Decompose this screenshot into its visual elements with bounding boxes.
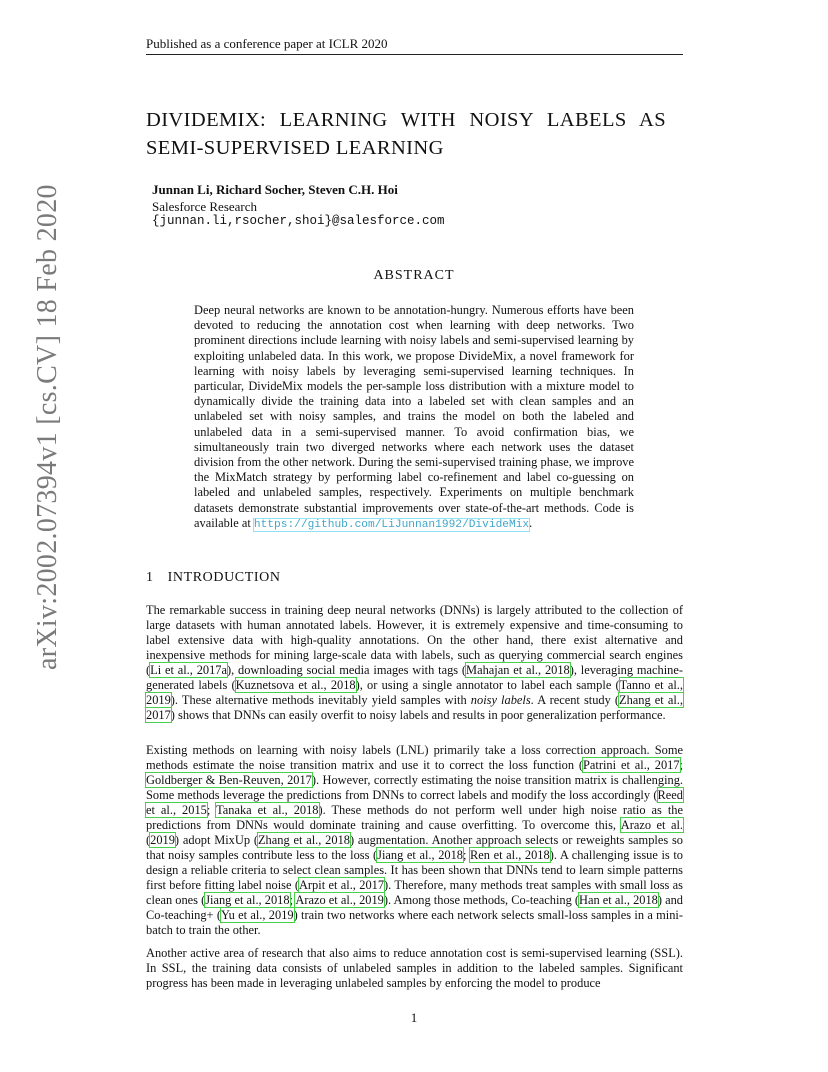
- citation-link[interactable]: Goldberger & Ben-Reuven, 2017: [146, 773, 312, 787]
- abstract-text: Deep neural networks are known to be annotation-hungry. Numerous efforts have been devoted to reducing the annotation cost when learning with deep networks. Two prominent directions include learning with noisy labels and semi-supervised learning by exploiting unlabeled data. In this work, we propose DivideMix, a novel framework for learning with noisy labels by leveraging semi-supervised learning techniques. In particular, DivideMix models the per-sample loss distribution with a mixture model to dynamically divide the training data into a labeled set with clean samples and an unlabeled set with noisy samples, and trains the model on both the labeled and unlabeled data in a semi-supervised manner. To avoid confirmation bias, we simultaneously train two diverged networks where each network uses the dataset division from the other network. During the semi-supervised training phase, we improve the MixMatch strategy by performing label co-refinement and label co-guessing on labeled and unlabeled samples, respectively. Experiments on multiple benchmark datasets demonstrate substantial improvements over state-of-the-art methods. Code is available at: [194, 303, 634, 530]
- citation-link[interactable]: Han et al., 2018: [579, 893, 658, 907]
- title-line-2: SEMI-SUPERVISED LEARNING: [146, 137, 444, 159]
- citation-link[interactable]: Kuznetsova et al., 2018: [235, 678, 356, 692]
- text-run: ), or using a single annotator to label each sample (: [355, 678, 620, 692]
- section-number: 1: [146, 570, 154, 585]
- header-rule: [146, 54, 683, 55]
- text-run: ) adopt MixUp (: [174, 833, 258, 847]
- text-run: ). Therefore, many methods treat samples with small loss as clean ones (: [146, 878, 684, 907]
- author-email: {junnan.li,rsocher,shoi}@salesforce.com: [152, 214, 445, 228]
- text-run: ;: [206, 803, 217, 817]
- emphasis: noisy labels: [470, 693, 531, 707]
- arxiv-identifier-text: arXiv:2002.07394v1 [cs.CV] 18 Feb 2020: [32, 184, 63, 670]
- text-run: ;: [463, 848, 471, 862]
- text-run: ). These alternative methods inevitably yield samples with: [170, 693, 471, 707]
- paragraph-1: [146, 603, 683, 723]
- citation-link[interactable]: Tanno et al., 2019: [146, 678, 683, 707]
- text-run: ) and Co-teaching+ (: [146, 893, 683, 922]
- citation-link[interactable]: Jiang et al., 2018: [205, 893, 290, 907]
- section-heading-introduction: [146, 570, 281, 586]
- text-run: ), leveraging machine-generated labels (: [146, 663, 683, 692]
- code-link[interactable]: https://github.com/LiJunnan1992/DivideMix: [253, 518, 530, 531]
- text-run: . A recent study (: [530, 693, 620, 707]
- text-run: ). A challenging issue is to design a reliable criteria to select clean samples. It has been shown that DNNs tend to learn simple patterns first before fitting label noise (: [146, 848, 683, 892]
- text-run: ). These methods do not perform well under high noise ratio as the predictions from DNNs would dominate training and cause overfitting. To overcome this,: [146, 803, 683, 832]
- paragraph-2: [146, 743, 683, 938]
- text-run: ;: [289, 893, 296, 907]
- citation-link[interactable]: Patrini et al., 2017: [583, 758, 680, 772]
- text-run: ) augmentation. Another approach selects or reweights samples so that noisy samples contribute less to the loss (: [146, 833, 683, 862]
- abstract-body: [194, 303, 634, 533]
- abstract-heading: ABSTRACT: [373, 268, 455, 283]
- citation-link[interactable]: Tanaka et al., 2018: [216, 803, 319, 817]
- paper-title: [146, 106, 706, 162]
- citation-link[interactable]: Zhang et al., 2018: [257, 833, 350, 847]
- citation-link[interactable]: Zhang et al., 2017: [146, 693, 683, 722]
- text-run: The remarkable success in training deep neural networks (DNNs) is largely attributed to the collection of large datasets with human annotated labels. However, it is extremely expensive and time-consuming to label extensive data with high-quality annotations. On the other hand, there exist alternative and inexpensive methods for mining large-scale data with labels, such as querying commercial search engines (: [146, 603, 683, 677]
- abstract-end: .: [529, 515, 533, 530]
- citation-link[interactable]: Mahajan et al., 2018: [466, 663, 570, 677]
- section-title: INTRODUCTION: [167, 570, 281, 585]
- text-run: ). Among those methods, Co-teaching (: [383, 893, 580, 907]
- text-run: ), downloading social media images with tags (: [226, 663, 467, 677]
- citation-link[interactable]: Yu et al., 2019: [221, 908, 294, 922]
- text-run: ). However, correctly estimating the noise transition matrix is challenging. Some methods leverage the predictions from DNNs to correct labels and modify the loss accordingly (: [146, 773, 683, 802]
- arxiv-identifier: [32, 184, 63, 670]
- paragraph-3: [146, 946, 683, 991]
- author-list: Junnan Li, Richard Socher, Steven C.H. Hoi: [152, 182, 398, 197]
- text-run: Existing methods on learning with noisy labels (LNL) primarily take a loss correction approach. Some methods estimate the noise transition matrix and use it to correct the loss function (: [146, 743, 683, 772]
- text-run: ;: [679, 758, 683, 772]
- text-run: ) shows that DNNs can easily overfit to noisy labels and results in poor generalization performance.: [170, 708, 666, 722]
- page-number: 1: [410, 1010, 418, 1025]
- text-run: (: [146, 833, 151, 847]
- citation-link[interactable]: Arazo et al., 2019: [295, 893, 384, 907]
- citation-link[interactable]: Reed et al., 2015: [146, 788, 683, 817]
- citation-link[interactable]: Arpit et al., 2017: [298, 878, 385, 892]
- running-header: Published as a conference paper at ICLR 2020: [146, 36, 388, 51]
- text-run: ) train two networks where each network selects small-loss samples in a mini-batch to train the other.: [146, 908, 683, 937]
- citation-link[interactable]: Ren et al., 2018: [470, 848, 550, 862]
- citation-link[interactable]: 2019: [150, 833, 175, 847]
- citation-link[interactable]: Arazo et al.: [620, 818, 683, 832]
- paragraph-3-text: Another active area of research that also aims to reduce annotation cost is semi-supervised learning (SSL). In SSL, the training data consists of unlabeled samples in addition to the labeled samples. Significant progress has been made in leveraging unlabeled samples by enforcing the model to produce: [146, 946, 683, 990]
- citation-link[interactable]: Li et al., 2017a: [150, 663, 227, 677]
- citation-link[interactable]: Jiang et al., 2018: [377, 848, 463, 862]
- title-line-1: DIVIDEMIX: LEARNING WITH NOISY LABELS AS: [146, 109, 667, 131]
- affiliation: Salesforce Research: [152, 199, 258, 214]
